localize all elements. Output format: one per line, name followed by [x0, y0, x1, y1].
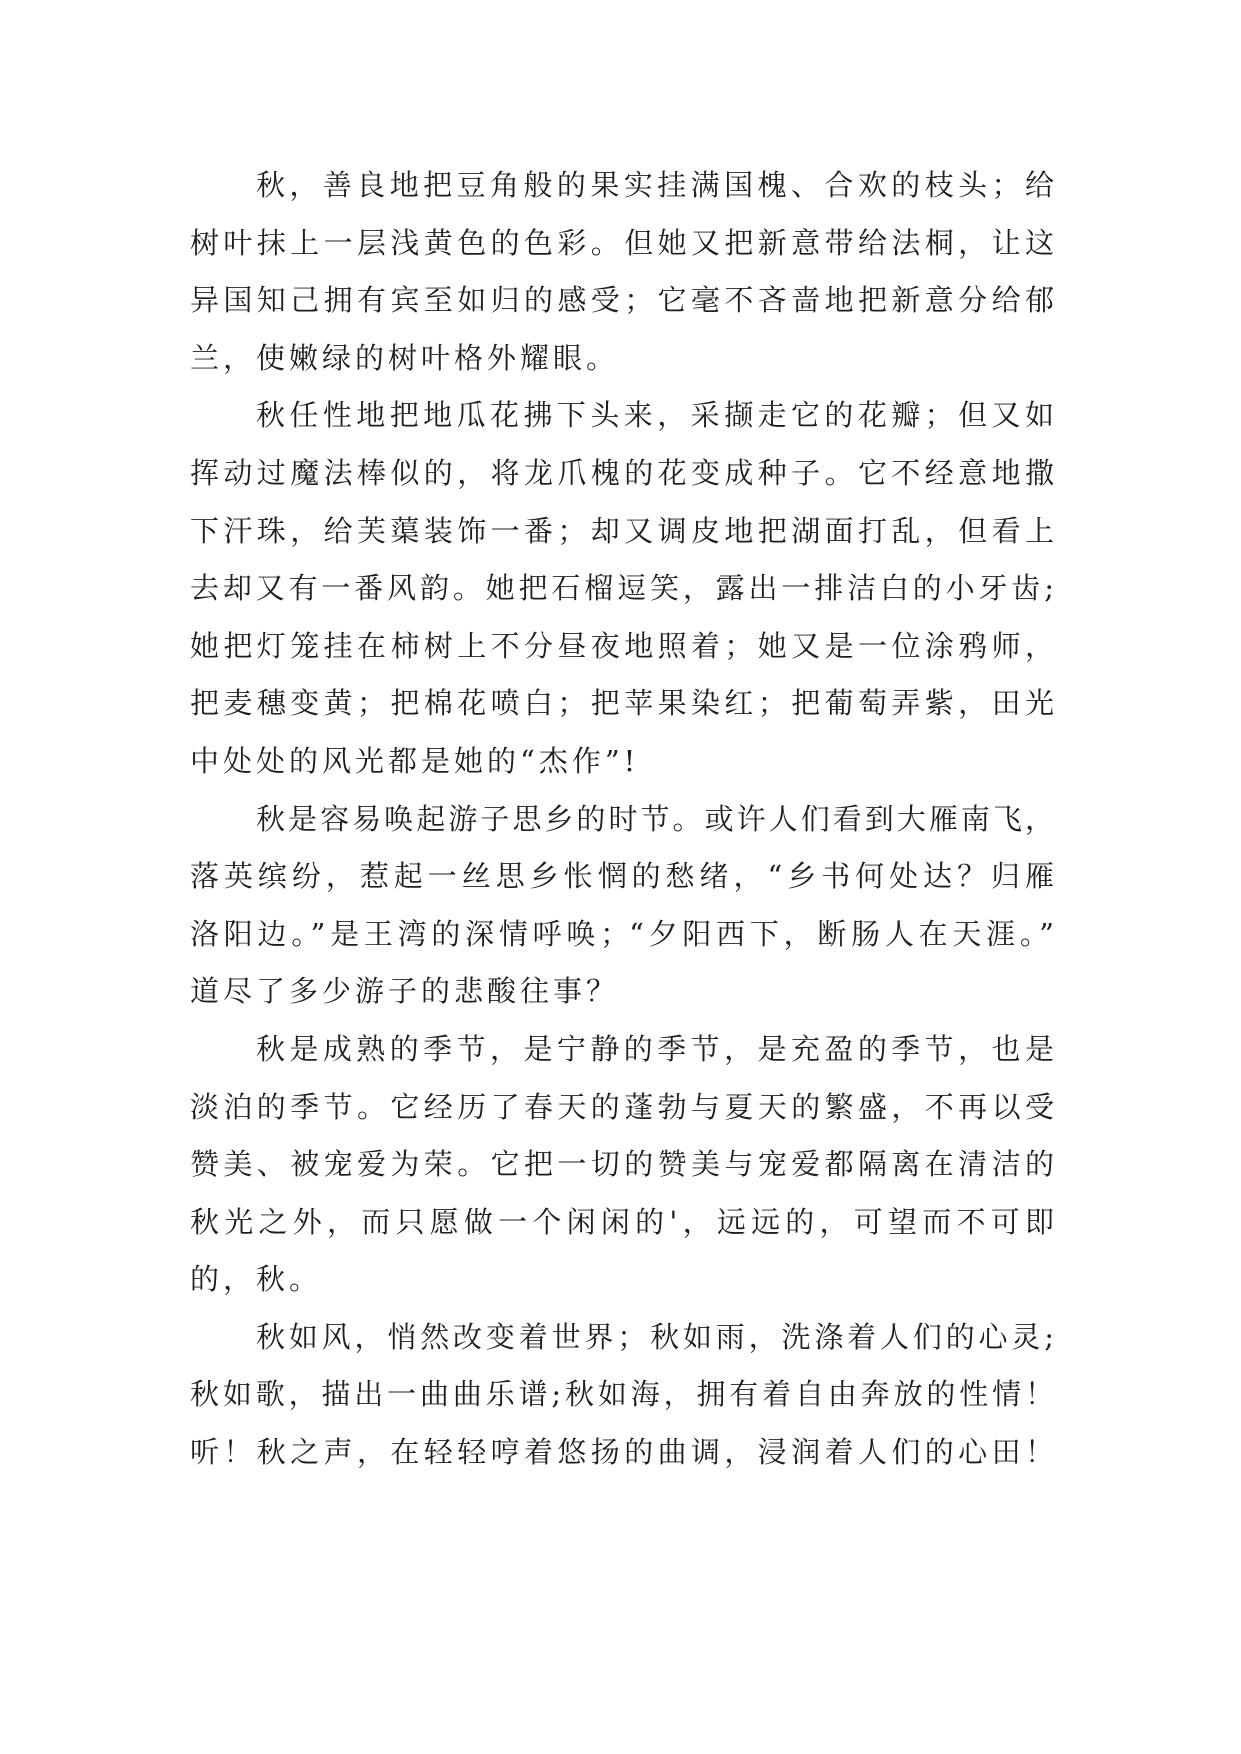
text-line: 去却又有一番风韵。她把石榴逗笑，露出一排洁白的小牙齿;: [190, 571, 1054, 606]
text-line: 把麦穗变黄；把棉花喷白；把苹果染红；把葡萄弄紫，田光: [190, 686, 1054, 721]
text-line: 秋如风，悄然改变着世界；秋如雨，洗涤着人们的心灵;: [256, 1319, 1054, 1354]
text-line: 秋是容易唤起游子思乡的时节。或许人们看到大雁南飞，: [256, 801, 1054, 836]
text-line: 的，秋。: [190, 1262, 323, 1297]
text-line: 树叶抹上一层浅黄色的色彩。但她又把新意带给法桐，让这: [190, 225, 1054, 260]
text-line: 落英缤纷，惹起一丝思乡怅惘的愁绪，“乡书何处达？归雁: [190, 859, 1054, 894]
text-line: 洛阳边。”是王湾的深情呼唤；“夕阳西下，断肠人在天涯。”: [190, 916, 1054, 951]
text-line: 赞美、被宠爱为荣。它把一切的赞美与宠爱都隔离在清洁的: [190, 1147, 1054, 1182]
text-line: 秋光之外，而只愿做一个闲闲的'，远远的，可望而不可即: [190, 1204, 1054, 1239]
text-line: 兰，使嫩绿的树叶格外耀眼。: [190, 340, 620, 375]
text-line: 秋如歌，描出一曲曲乐谱;秋如海，拥有着自由奔放的性情！: [190, 1377, 1054, 1412]
text-line: 异国知己拥有宾至如归的感受；它毫不吝啬地把新意分给郁: [190, 283, 1054, 318]
text-line: 淡泊的季节。它经历了春天的蓬勃与夏天的繁盛，不再以受: [190, 1089, 1054, 1124]
text-line: 秋任性地把地瓜花拂下头来，采撷走它的花瓣；但又如: [256, 398, 1054, 433]
text-line: 下汗珠，给芙蕖装饰一番；却又调皮地把湖面打乱，但看上: [190, 513, 1054, 548]
text-line: 秋是成熟的季节，是宁静的季节，是充盈的季节，也是: [256, 1031, 1054, 1066]
text-line: 挥动过魔法棒似的，将龙爪槐的花变成种子。它不经意地撒: [190, 455, 1054, 490]
paragraph-3: [190, 791, 1054, 1021]
text-line: 她把灯笼挂在柿树上不分昼夜地照着；她又是一位涂鸦师，: [190, 628, 1054, 663]
text-line: 道尽了多少游子的悲酸往事？: [190, 974, 620, 1009]
paragraph-4: [190, 1021, 1054, 1309]
paragraph-2: [190, 387, 1054, 790]
text-line: 听！秋之声，在轻轻哼着悠扬的曲调，浸润着人们的心田！: [190, 1435, 1054, 1470]
text-line: 中处处的风光都是她的“杰作”!: [190, 743, 640, 778]
text-line: 秋，善良地把豆角般的果实挂满国槐、合欢的枝头；给: [256, 168, 1054, 202]
paragraph-5: [190, 1309, 1054, 1482]
document-body: [190, 157, 1054, 1482]
paragraph-1: [190, 157, 1054, 387]
